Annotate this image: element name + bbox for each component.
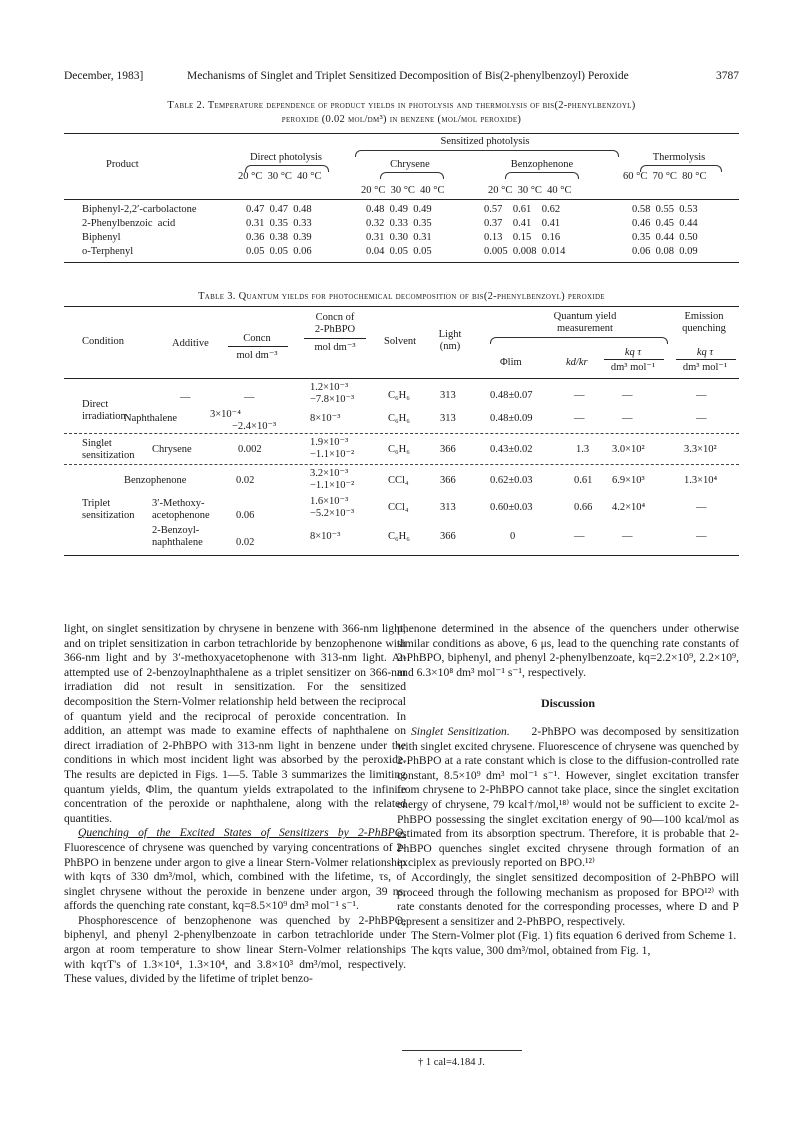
- t3-h-concn2-2: 2-PhBPO: [314, 324, 356, 335]
- t3-h-qy2: measurement: [557, 323, 613, 334]
- table2-caption-line2: peroxide (0.02 mol/dm³) in benzene (mol/mol peroxide): [281, 114, 522, 125]
- t3-r4-c1: 3.2×10⁻³: [310, 468, 349, 479]
- t2-direct-temps: 20 °C 30 °C 40 °C: [238, 171, 322, 182]
- t3-r4-em: 1.3×10⁴: [684, 475, 718, 486]
- t3-r5-concn: 0.06: [236, 510, 255, 521]
- header-title: Mechanisms of Singlet and Triplet Sensitized Decomposition of Bis(2-phenylbenzoyl) Peroxide: [187, 70, 629, 82]
- t3-r2-em: —: [696, 413, 707, 424]
- t3-r2-concn2: −2.4×10⁻³: [232, 421, 277, 432]
- t2-row2-direct: 0.31 0.35 0.33: [246, 218, 312, 229]
- t3-r1-phi: 0.48±0.07: [490, 390, 533, 401]
- t3-r1-additive: —: [180, 392, 191, 403]
- t3-r4-kq: 6.9×10³: [612, 475, 645, 486]
- t3-h-kqt: kq τ: [624, 347, 642, 358]
- t3-direct-label1: Direct: [82, 399, 109, 410]
- t3-r5-c1: 1.6×10⁻³: [310, 496, 349, 507]
- t3-r3-phi: 0.43±0.02: [490, 444, 533, 455]
- t3-h-light2: (nm): [439, 341, 461, 352]
- t3-r4-solvent: CCl₄: [388, 475, 409, 486]
- t2-row1-benzo: 0.57 0.61 0.62: [484, 204, 561, 215]
- t3-r6-solvent: C₆H₆: [388, 531, 410, 542]
- t2-chrysene-header: Chrysene: [390, 159, 430, 170]
- table2-caption-line1: Table 2. Temperature dependence of product yields in photolysis and thermolysis of bis(2-phenylbenzoyl): [167, 100, 636, 111]
- t3-r4-phi: 0.62±0.03: [490, 475, 533, 486]
- t3-direct-label2: irradiation: [82, 411, 126, 422]
- t2-sensitized-brace: [355, 150, 619, 157]
- t2-chrysene-temps: 20 °C 30 °C 40 °C: [361, 185, 445, 196]
- t3-r6-additive1: 2-Benzoyl-: [152, 525, 200, 536]
- t3-h-em1: Emission: [684, 311, 724, 322]
- t3-h-qy1: Quantum yield: [553, 311, 617, 322]
- t2-row2-thermo: 0.46 0.45 0.44: [632, 218, 698, 229]
- table3-caption: [64, 290, 739, 304]
- t3-r5-additive1: 3′-Methoxy-: [152, 498, 205, 509]
- t2-row2-benzo: 0.37 0.41 0.41: [484, 218, 561, 229]
- t3-r1-c1: 1.2×10⁻³: [310, 382, 349, 393]
- t3-h-kqt-unit: dm³ mol⁻¹: [610, 362, 656, 373]
- t3-r1-concn: —: [244, 392, 255, 403]
- t3-r3-light: 366: [440, 444, 456, 455]
- table3-bottom-rule: [64, 555, 739, 556]
- t3-r5-phi: 0.60±0.03: [490, 502, 533, 513]
- t3-r5-c2: −5.2×10⁻³: [310, 508, 355, 519]
- t2-product-header: Product: [106, 159, 139, 170]
- t3-r2-light: 313: [440, 413, 456, 424]
- t2-benzophenone-header: Benzophenone: [510, 159, 574, 170]
- t3-r6-kq: —: [622, 531, 633, 542]
- t3-divider-1: [64, 433, 739, 434]
- t2-benzo-temps: 20 °C 30 °C 40 °C: [488, 185, 572, 196]
- t2-row3-benzo: 0.13 0.15 0.16: [484, 232, 561, 243]
- t3-h-light1: Light: [438, 329, 462, 340]
- t3-r3-kd: 1.3: [576, 444, 590, 455]
- t3-h-concn-unit: mol dm⁻³: [236, 350, 278, 361]
- t3-r4-additive: Benzophenone: [124, 475, 187, 486]
- t3-singlet-label1: Singlet: [82, 438, 112, 449]
- t2-row4-chrysene: 0.04 0.05 0.05: [366, 246, 432, 257]
- t2-row4-benzo: 0.005 0.008 0.014: [484, 246, 566, 257]
- t3-h-concn2-unit: mol dm⁻³: [314, 342, 356, 353]
- t2-row1-direct: 0.47 0.47 0.48: [246, 204, 312, 215]
- table3-header-rule: [64, 378, 739, 379]
- table2-top-rule: [64, 133, 739, 134]
- t3-r2-solvent: C₆H₆: [388, 413, 410, 424]
- t2-row4-product: o-Terphenyl: [82, 246, 134, 257]
- t3-r2-kq: —: [622, 413, 633, 424]
- t3-r3-additive: Chrysene: [152, 444, 192, 455]
- t3-r5-solvent: CCl₄: [388, 502, 409, 513]
- t3-r6-phi: 0: [510, 531, 516, 542]
- footnote-rule: [402, 1050, 522, 1051]
- t3-qy-brace: [490, 337, 668, 344]
- left-paragraph-2-text: Fluorescence of chrysene was quenched by varying concentrations of 2-PhBPO in benzene under argon to give a linear Stern-Volmer relationship with kqτs of 330 dm³/mol, which, combined with the lifetime, τs, of singlet chrysene without the peroxide in benzene under argon, 39 ns, affords the quenching rate constant, kq=8.5×10⁹ dm³ mol⁻¹ s⁻¹.: [64, 840, 406, 913]
- t3-r3-solvent: C₆H₆: [388, 444, 410, 455]
- left-paragraph-3: Phosphorescence of benzophenone was quenched by 2-PhBPO, biphenyl, and phenyl 2-phenylbenzoate in carbon tetrachloride under argon at room temperature to show linear Stern-Volmer relationships with kqτT's of 1.3×10⁴, 1.3×10⁴, and 3.8×10³ dm³/mol, respectively. These values, divided by the lifetime of triplet benzo-: [64, 913, 406, 986]
- t3-r2-kd: —: [574, 413, 585, 424]
- header-date: December, 1983]: [64, 70, 144, 82]
- table3-top-rule: [64, 306, 739, 307]
- t2-sensitized-header: Sensitized photolysis: [440, 136, 530, 147]
- right-paragraph-2: [397, 724, 742, 871]
- t2-row3-chrysene: 0.31 0.30 0.31: [366, 232, 432, 243]
- t3-singlet-label2: sensitization: [82, 450, 135, 461]
- t3-r3-kq: 3.0×10²: [612, 444, 645, 455]
- t2-thermo-temps: 60 °C 70 °C 80 °C: [623, 171, 707, 182]
- t3-r1-em: —: [696, 390, 707, 401]
- t3-r4-light: 366: [440, 475, 456, 486]
- right-paragraph-4: The Stern-Volmer plot (Fig. 1) fits equation 6 derived from Scheme 1.: [411, 929, 737, 943]
- t3-h-em2: quenching: [682, 323, 726, 334]
- t3-r6-c: 8×10⁻³: [310, 531, 341, 542]
- t3-r2-additive: Naphthalene: [124, 413, 178, 424]
- t3-divider-2: [64, 464, 739, 465]
- table3-caption-text: Table 3. Quantum yields for photochemical decomposition of bis(2-phenylbenzoyl) peroxide: [198, 291, 605, 302]
- t3-triplet-label2: sensitization: [82, 510, 135, 521]
- t2-benzo-brace: [505, 172, 579, 179]
- t3-h-kqt2-rule: [676, 359, 736, 360]
- right-column: [397, 622, 742, 958]
- discussion-heading: Discussion: [540, 696, 596, 711]
- t3-r1-kq: —: [622, 390, 633, 401]
- left-paragraph-2-title: Quenching of the Excited States of Sensitizers by 2-PhBPO.: [78, 826, 406, 840]
- t2-row2-chrysene: 0.32 0.33 0.35: [366, 218, 432, 229]
- t3-r5-light: 313: [440, 502, 456, 513]
- t3-r4-c2: −1.1×10⁻²: [310, 480, 355, 491]
- t3-r5-kd: 0.66: [574, 502, 593, 513]
- t3-r4-kd: 0.61: [574, 475, 593, 486]
- t2-row1-product: Biphenyl-2,2′-carbolactone: [82, 204, 197, 215]
- t3-r6-additive2: naphthalene: [152, 537, 203, 548]
- t3-r4-concn: 0.02: [236, 475, 255, 486]
- t3-h-concn2-1: Concn of: [315, 312, 355, 323]
- t3-h-kqt-rule: [604, 359, 664, 360]
- right-paragraph-1: phenone determined in the absence of the quenchers under otherwise similar conditions as above, 6 μs, lead to the quenching rate constants of 2-PhBPO, biphenyl, and phenyl 2-phenylbenzoate, kq=2.2×10⁹, 2.2×10⁹, and 6.3×10⁸ dm³ mol⁻¹ s⁻¹, respectively.: [397, 622, 739, 679]
- table2-header-rule: [64, 199, 739, 200]
- right-paragraph-5: The kqτs value, 300 dm³/mol, obtained from Fig. 1,: [411, 943, 651, 957]
- t3-r6-kd: —: [574, 531, 585, 542]
- left-paragraph-1: light, on singlet sensitization by chrysene in benzene with 366-nm light, and on triplet sensitization in carbon tetrachloride by benzophenone with 366-nm light and by 3′-methoxyacetophenone with 313-nm light. An attempted use of 2-benzoylnaphthalene as a triplet sensitizer on 366-nm irradiation did not result in sensitization. For the sensitized decomposition the Stern-Volmer relationship held between the reciprocal of quantum yield and the reciprocal of peroxide concentration. In addition, an attempt was made to examine effects of naphthalene on direct irradiation of 2-PhBPO with 313-nm light in benzene under the conditions in which most incident light was absorbed by the peroxide. The results are depicted in Figs. 1—5. Table 3 summarizes the limiting quantum yields, Φlim, the quantum yields extrapolated to the infinite concentration of the peroxide or naphthalene, along with the related quantities.: [64, 622, 406, 825]
- footnote: † 1 cal=4.184 J.: [418, 1057, 485, 1068]
- t2-row2-product: 2-Phenylbenzoic acid: [82, 218, 176, 229]
- t3-r1-kd: —: [574, 390, 585, 401]
- t3-r6-concn: 0.02: [236, 537, 255, 548]
- t2-row4-thermo: 0.06 0.08 0.09: [632, 246, 698, 257]
- left-paragraph-2: [64, 826, 406, 914]
- t3-r6-em: —: [696, 531, 707, 542]
- t3-h-kqt2: kq τ: [696, 347, 714, 358]
- t3-h-kqt2-unit: dm³ mol⁻¹: [682, 362, 728, 373]
- t2-row3-direct: 0.36 0.38 0.39: [246, 232, 312, 243]
- t3-r5-additive2: acetophenone: [152, 510, 210, 521]
- table2-bottom-rule: [64, 262, 739, 263]
- t3-r2-c: 8×10⁻³: [310, 413, 341, 424]
- t2-thermo-header: Thermolysis: [652, 152, 706, 163]
- t3-r5-kq: 4.2×10⁴: [612, 502, 646, 513]
- t3-h-philim: Φlim: [500, 357, 522, 368]
- t3-h-condition: Condition: [82, 336, 125, 347]
- t3-r3-concn: 0.002: [238, 444, 262, 455]
- t3-h-concn2-rule: [304, 338, 366, 339]
- t3-r5-em: —: [696, 502, 707, 513]
- t2-direct-header: Direct photolysis: [249, 152, 323, 163]
- right-paragraph-2-text: 2-PhBPO was decomposed by sensitization with singlet excited chrysene. Fluorescence of chrysene was quenched by 2-PhBPO at a rate constant which is close to the diffusion-controlled rate constant, 8.5×10⁹ dm³ mol⁻¹ s⁻¹. However, singlet excitation transfer from chrysene to 2-PhBPO cannot take place, since the singlet excitation energy of chrysene, 79 kcal†/mol,¹⁸⁾ would not be sufficient to excite 2-PhBPO possessing the singlet excitation energy of 90—100 kcal/mol as estimated from its absorption spectrum. Therefore, it is probable that 2-PhBPO quenches singlet excited chrysene through formation of an exciplex as previously reported on BPO.¹²⁾: [397, 724, 742, 870]
- t3-r3-em: 3.3×10²: [684, 444, 717, 455]
- t3-r1-solvent: C₆H₆: [388, 390, 410, 401]
- t3-r1-light: 313: [440, 390, 456, 401]
- t3-r3-c1: 1.9×10⁻³: [310, 437, 349, 448]
- t3-h-solvent: Solvent: [384, 336, 417, 347]
- t3-r2-concn1: 3×10⁻⁴: [210, 409, 241, 420]
- t2-row3-product: Biphenyl: [82, 232, 121, 243]
- right-paragraph-3: Accordingly, the singlet sensitized decomposition of 2-PhBPO will proceed through the following mechanism as proposed for BPO¹²⁾ with rate constants denoted for the corresponding processes, where D and P represent a sensitizer and 2-PhBPO, respectively.: [397, 870, 739, 928]
- t2-row1-thermo: 0.58 0.55 0.53: [632, 204, 698, 215]
- t3-r2-phi: 0.48±0.09: [490, 413, 533, 424]
- t2-row1-chrysene: 0.48 0.49 0.49: [366, 204, 432, 215]
- t3-triplet-label1: Triplet: [82, 498, 111, 509]
- t2-row4-direct: 0.05 0.05 0.06: [246, 246, 312, 257]
- table2-caption: [64, 99, 739, 127]
- t2-row3-thermo: 0.35 0.44 0.50: [632, 232, 698, 243]
- right-paragraph-2-title: Singlet Sensitization.: [411, 724, 510, 738]
- t3-h-kdkr: kd/kr: [566, 357, 588, 368]
- t3-h-additive: Additive: [172, 338, 209, 349]
- t3-r6-light: 366: [440, 531, 456, 542]
- page-number: 3787: [716, 70, 739, 82]
- t3-h-concn: Concn: [243, 333, 271, 344]
- t3-r1-c2: −7.8×10⁻³: [310, 394, 355, 405]
- t2-chrysene-brace: [380, 172, 444, 179]
- t3-r3-c2: −1.1×10⁻²: [310, 449, 355, 460]
- t3-h-concn-rule: [228, 346, 288, 347]
- left-column: [64, 622, 406, 987]
